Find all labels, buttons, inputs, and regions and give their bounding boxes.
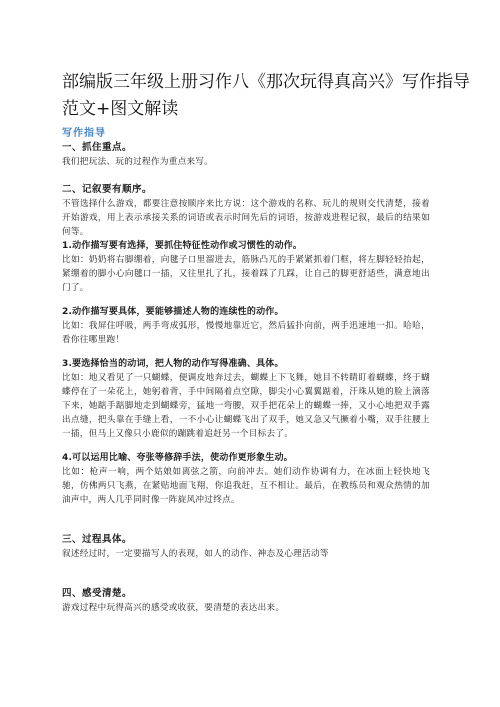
section1-text: 我们把玩法、玩的过程作为重点来写。 — [62, 157, 214, 167]
section4-heading: 四、感受清楚。 — [62, 588, 133, 599]
section2-heading: 二、记叙要有顺序。 — [62, 184, 153, 195]
point4-text: 比如：枪声一响，两个姑娘如离弦之箭，向前冲去。她们动作协调有力，在冰面上轻快地飞驰，仿佛两只飞燕，在紧贴地面飞翔，你追我赶，互不相让。最后，在教练员和观众热情的加油声中，两人几乎同时像一阵旋风冲过终点。 — [62, 467, 430, 505]
point1-heading: 1.动作描写要有选择，要抓住特征性动作或习惯性的动作。 — [62, 241, 303, 251]
guide-label: 写作指导 — [62, 128, 106, 139]
point2-text: 比如：我屏住呼吸，两手弯成弧形，慢慢地靠近它，然后猛扑向前，两手迅速地一扣。哈哈，看你往哪里跑！ — [62, 321, 430, 345]
page-title: 部编版三年级上册习作八《那次玩得真高兴》写作指导范文+图文解读 — [62, 72, 470, 120]
section2-text: 不管选择什么游戏，都要注意按顺序来比方说：这个游戏的名称、玩儿的规则交代清楚，接着开始游戏，用上表示承接关系的词语或表示时间先后的词语，按游戏进程记叙，最后的结果如何等。 — [62, 199, 430, 237]
point1-text: 比如：奶奶将右脚绷着，向毽子口里溜进去，筋脉凸兀的手紧紧抓着门框，将左脚轻轻抬起，紧绷着的脚小心向毽口一插，又往里扎了扎，接着踩了几踩，让自己的脚更舒适些，满意地出门了。 — [62, 255, 430, 293]
section4-text: 游戏过程中玩得高兴的感受或收获，要清楚的表达出来。 — [62, 603, 285, 613]
point4-heading: 4.可以运用比喻、夸张等修辞手法，使动作更形象生动。 — [62, 453, 293, 463]
article-body — [62, 124, 430, 615]
point3-heading: 3.要选择恰当的动词，把人物的动作写得准确、具体。 — [62, 359, 284, 369]
section3-text: 叙述经过时，一定要描写人的表现，如人的动作、神态及心理活动等 — [62, 549, 329, 559]
section3-heading: 三、过程具体。 — [62, 534, 133, 545]
point2-heading: 2.动作描写要具体，要能够描述人物的连续性的动作。 — [62, 307, 284, 317]
section1-heading: 一、抓住重点。 — [62, 142, 133, 153]
point3-text: 比如：地又看见了一只蝴蝶，便调皮地奔过去，蝴蝶上下飞舞，她目不转睛盯着蝴蝶，终于蝴蝶停在了一朵花上，她躬着背，手中间隔着点空隙，脚尖小心翼翼踮着，汗珠从她的脸上滴落下来，她踮手踮脚地走到蝴蝶旁，猛地一弯腰，双手把花朵上的蝴蝶一捧，又小心地把双手露出点缝，把头靠在手缝上看，一不小心让蝴蝶飞出了双手，她又急又气撅着小嘴，双手往腰上一插，但马上又像只小鹿似的蹦跳着追赶另一个目标去了。 — [62, 373, 430, 439]
